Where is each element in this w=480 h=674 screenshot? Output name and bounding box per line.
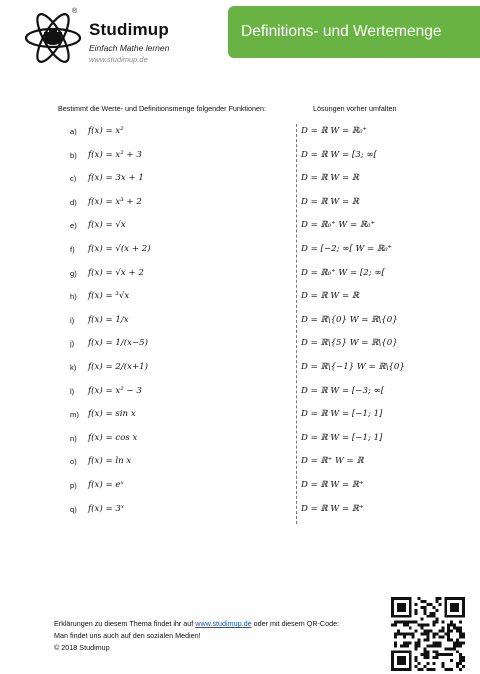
exercise-row xyxy=(0,269,480,289)
exercise-function: f(x) = x² + 3 xyxy=(88,149,142,160)
exercise-row xyxy=(0,410,480,430)
exercise-label: l) xyxy=(70,386,75,396)
page-title: Definitions- und Wertemenge xyxy=(241,23,442,40)
exercise-row xyxy=(0,457,480,477)
exercise-label: p) xyxy=(70,481,77,490)
exercise-function: f(x) = x² xyxy=(88,126,124,136)
exercise-row xyxy=(0,481,480,501)
footer-copyright: © 2018 Studimup xyxy=(54,643,110,652)
exercise-row xyxy=(0,505,480,525)
exercise-label: b) xyxy=(70,150,77,160)
exercise-solution: D = ℝ W = [−3; ∞[ xyxy=(301,385,385,396)
exercise-function: f(x) = x² − 3 xyxy=(88,385,142,396)
exercise-function: f(x) = √x + 2 xyxy=(88,267,144,278)
exercise-solution: D = ℝ₀⁺ W = ℝ₀⁺ xyxy=(301,220,376,231)
exercise-label: d) xyxy=(70,197,77,207)
exercise-function: f(x) = ln x xyxy=(88,456,132,467)
exercise-row xyxy=(0,363,480,383)
exercise-solution: D = ℝ W = ℝ xyxy=(301,196,360,207)
exercise-label: i) xyxy=(70,315,75,325)
solution-heading: Lösungen vorher umfalten xyxy=(313,104,397,113)
exercise-solution: D = ℝ W = ℝ xyxy=(301,291,360,302)
exercise-label: n) xyxy=(70,433,77,443)
exercise-label: j) xyxy=(70,339,75,349)
title-banner xyxy=(228,6,480,58)
exercise-function: f(x) = 2/(x+1) xyxy=(88,362,148,372)
exercise-label: e) xyxy=(70,221,77,231)
exercise-function: f(x) = 3ˣ xyxy=(88,503,124,514)
exercise-solution: D = ℝ W = ℝ⁺ xyxy=(301,503,364,514)
exercise-row xyxy=(0,245,480,265)
exercise-function: f(x) = eˣ xyxy=(88,480,124,490)
exercise-label: q) xyxy=(70,504,77,514)
exercise-solution: D = ℝ W = ℝ⁺ xyxy=(301,480,364,490)
exercise-label: f) xyxy=(70,245,75,254)
exercise-label: k) xyxy=(70,363,77,372)
exercise-row xyxy=(0,151,480,171)
exercise-row xyxy=(0,174,480,194)
exercise-function: f(x) = 3x + 1 xyxy=(88,173,144,184)
exercise-label: c) xyxy=(70,174,77,184)
exercise-solution: D = ℝ W = ℝ₀⁺ xyxy=(301,126,368,136)
exercise-label: h) xyxy=(70,292,77,302)
exercise-row xyxy=(0,434,480,454)
exercise-function: f(x) = ³√x xyxy=(88,291,130,302)
exercise-row xyxy=(0,387,480,407)
exercise-function: f(x) = 1/x xyxy=(88,314,129,325)
exercise-solution: D = ℝ W = [−1; 1] xyxy=(301,409,383,420)
exercise-row xyxy=(0,221,480,241)
exercise-label: o) xyxy=(70,457,77,467)
exercise-solution: D = ℝ\{5} W = ℝ\{0} xyxy=(301,338,398,349)
exercise-function: f(x) = x³ + 2 xyxy=(88,196,142,207)
atom-logo-icon xyxy=(22,10,84,66)
exercise-solution: D = ℝ\{0} W = ℝ\{0} xyxy=(301,314,398,325)
instruction-text: Bestimmt die Werte- und Definitionsmenge folgender Funktionen: xyxy=(58,104,267,113)
brand-name: Studimup xyxy=(89,20,169,39)
exercise-solution: D = ℝ₀⁺ W = [2; ∞[ xyxy=(301,267,385,278)
exercise-row xyxy=(0,339,480,359)
exercise-function: f(x) = 1/(x−5) xyxy=(88,338,148,349)
exercise-row xyxy=(0,316,480,336)
footer-line-1: Erklärungen zu diesem Thema findet ihr auf www.studimup.de oder mit diesem QR-Code: xyxy=(54,619,340,628)
exercise-solution: D = ℝ W = [−1; 1] xyxy=(301,432,383,443)
exercise-label: a) xyxy=(70,127,77,136)
exercise-row xyxy=(0,127,480,147)
exercise-solution: D = [−2; ∞[ W = ℝ₀⁺ xyxy=(301,244,393,254)
exercise-label: m) xyxy=(70,410,79,420)
registered-mark: ® xyxy=(72,8,78,15)
exercise-solution: D = ℝ W = ℝ xyxy=(301,173,360,184)
exercise-solution: D = ℝ W = [3; ∞[ xyxy=(301,149,377,160)
exercise-row xyxy=(0,198,480,218)
exercise-solution: D = ℝ⁺ W = ℝ xyxy=(301,456,364,467)
exercise-label: g) xyxy=(70,268,77,278)
exercise-row xyxy=(0,292,480,312)
exercise-function: f(x) = cos x xyxy=(88,432,138,443)
exercise-function: f(x) = sin x xyxy=(88,409,136,420)
qr-code-icon[interactable] xyxy=(391,597,465,671)
footer-line-2: Man findet uns auch auf den sozialen Medien! xyxy=(54,631,201,640)
exercise-function: f(x) = √(x + 2) xyxy=(88,244,151,254)
brand-url: www.studimup.de xyxy=(89,55,148,64)
website-link[interactable]: www.studimup.de xyxy=(195,619,252,628)
exercise-solution: D = ℝ\{−1} W = ℝ\{0} xyxy=(301,362,405,372)
brand-tagline: Einfach Mathe lernen xyxy=(89,43,170,53)
exercise-function: f(x) = √x xyxy=(88,220,126,231)
